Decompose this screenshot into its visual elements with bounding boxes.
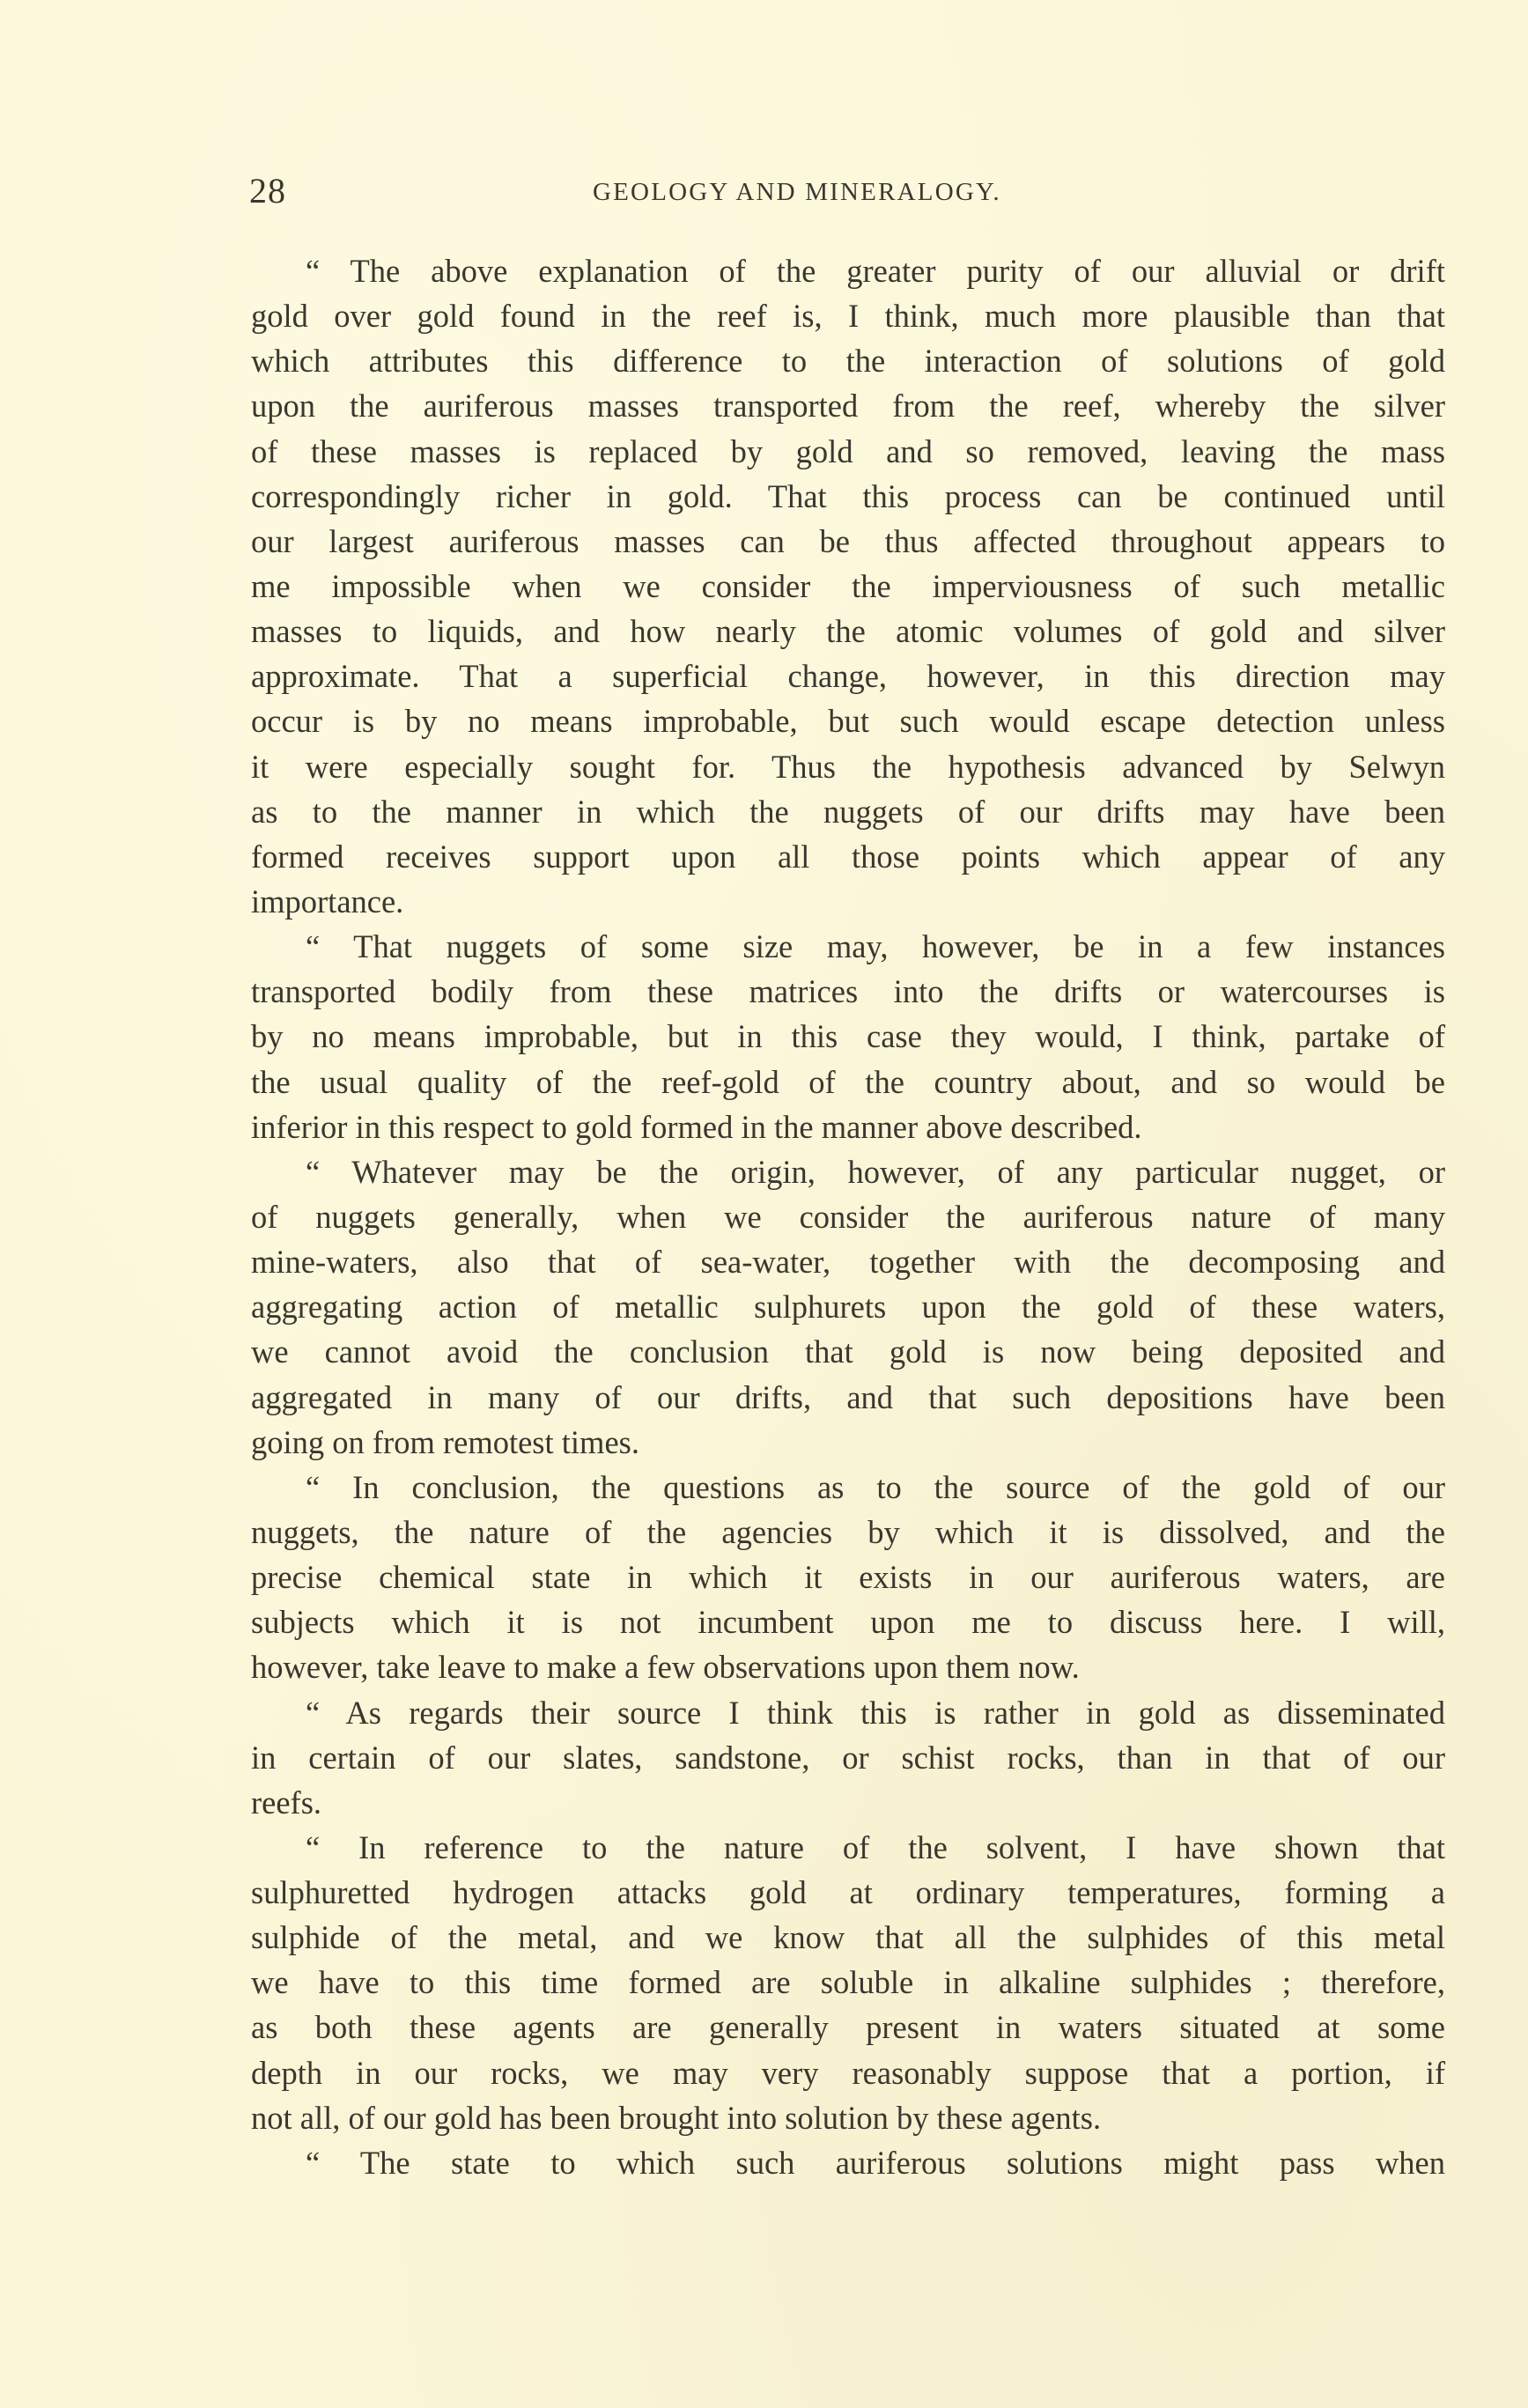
text-line: “ In reference to the nature of the solvent, I have shown that — [306, 1828, 1445, 1865]
text-line: the usual quality of the reef-gold of the country about, and so would be — [251, 1063, 1445, 1100]
text-line: “ That nuggets of some size may, however, be in a few instances — [306, 928, 1445, 965]
text-line: reefs. — [251, 1784, 322, 1821]
text-line: “ The state to which such auriferous solutions might pass when — [306, 2144, 1445, 2181]
text-line: correspondingly richer in gold. That this process can be continued until — [251, 477, 1445, 514]
text-line: which attributes this difference to the interaction of solutions of gold — [251, 343, 1445, 380]
text-line: sulphuretted hydrogen attacks gold at ordinary temperatures, forming a — [251, 1874, 1445, 1911]
text-line: as to the manner in which the nuggets of our drifts may have been — [251, 793, 1445, 830]
text-line: approximate. That a superficial change, however, in this direction may — [251, 658, 1445, 695]
text-line: aggregated in many of our drifts, and that such depositions have been — [251, 1378, 1445, 1415]
paragraph — [251, 2140, 1445, 2185]
text-line: our largest auriferous masses can be thus affected throughout appears to — [251, 522, 1445, 559]
text-line: upon the auriferous masses transported from the reef, whereby the silver — [251, 388, 1445, 425]
text-line: me impossible when we consider the imperviousness of such metallic — [251, 567, 1445, 604]
text-line: “ The above explanation of the greater purity of our alluvial or drift — [306, 253, 1445, 289]
page-number: 28 — [249, 171, 286, 211]
text-line: “ As regards their source I think this is rather in gold as disseminated — [306, 1694, 1445, 1731]
body-text — [251, 248, 1445, 2185]
paragraph — [251, 1825, 1445, 2140]
text-line: of these masses is replaced by gold and so removed, leaving the mass — [251, 432, 1445, 469]
text-line: gold over gold found in the reef is, I think, much more plausible than that — [251, 298, 1445, 335]
text-line: we cannot avoid the conclusion that gold is now being deposited and — [251, 1333, 1445, 1370]
text-line: by no means improbable, but in this case they would, I think, partake of — [251, 1018, 1445, 1055]
paragraph — [251, 248, 1445, 924]
text-line: in certain of our slates, sandstone, or schist rocks, than in that of our — [251, 1739, 1445, 1776]
running-head — [249, 169, 1444, 213]
text-line: “ Whatever may be the origin, however, of any particular nugget, or — [306, 1153, 1445, 1190]
text-line: subjects which it is not incumbent upon me to discuss here. I will, — [251, 1604, 1445, 1641]
text-line: precise chemical state in which it exists in our auriferous waters, are — [251, 1559, 1445, 1596]
text-line: aggregating action of metallic sulphurets upon the gold of these waters, — [251, 1289, 1445, 1326]
paragraph — [251, 924, 1445, 1149]
text-line: going on from remotest times. — [251, 1423, 639, 1460]
text-line: inferior in this respect to gold formed in the manner above described. — [251, 1108, 1142, 1145]
text-line: mine-waters, also that of sea-water, together with the decomposing and — [251, 1244, 1445, 1281]
text-line: formed receives support upon all those points which appear of any — [251, 838, 1445, 875]
text-line: sulphide of the metal, and we know that all the sulphides of this metal — [251, 1919, 1445, 1956]
text-line: we have to this time formed are soluble in alkaline sulphides ; therefore, — [251, 1964, 1445, 2001]
text-line: transported bodily from these matrices into the drifts or watercourses is — [251, 973, 1445, 1010]
text-line: it were especially sought for. Thus the hypothesis advanced by Selwyn — [251, 748, 1445, 785]
text-line: importance. — [251, 883, 404, 920]
text-line: “ In conclusion, the questions as to the source of the gold of our — [306, 1468, 1445, 1505]
text-line: as both these agents are generally present in waters situated at some — [251, 2009, 1445, 2046]
text-line: depth in our rocks, we may very reasonably suppose that a portion, if — [251, 2054, 1445, 2091]
text-line: masses to liquids, and how nearly the atomic volumes of gold and silver — [251, 613, 1445, 650]
paragraph — [251, 1149, 1445, 1465]
text-line: nuggets, the nature of the agencies by which it is dissolved, and the — [251, 1513, 1445, 1550]
paragraph — [251, 1690, 1445, 1825]
paragraph — [251, 1465, 1445, 1690]
text-line: not all, of our gold has been brought into solution by these agents. — [251, 2099, 1102, 2136]
text-line: however, take leave to make a few observations upon them now. — [251, 1649, 1080, 1686]
text-line: occur is by no means improbable, but such would escape detection unless — [251, 703, 1445, 740]
text-line: of nuggets generally, when we consider the auriferous nature of many — [251, 1198, 1445, 1235]
running-title: GEOLOGY AND MINERALOGY. — [593, 178, 1001, 206]
